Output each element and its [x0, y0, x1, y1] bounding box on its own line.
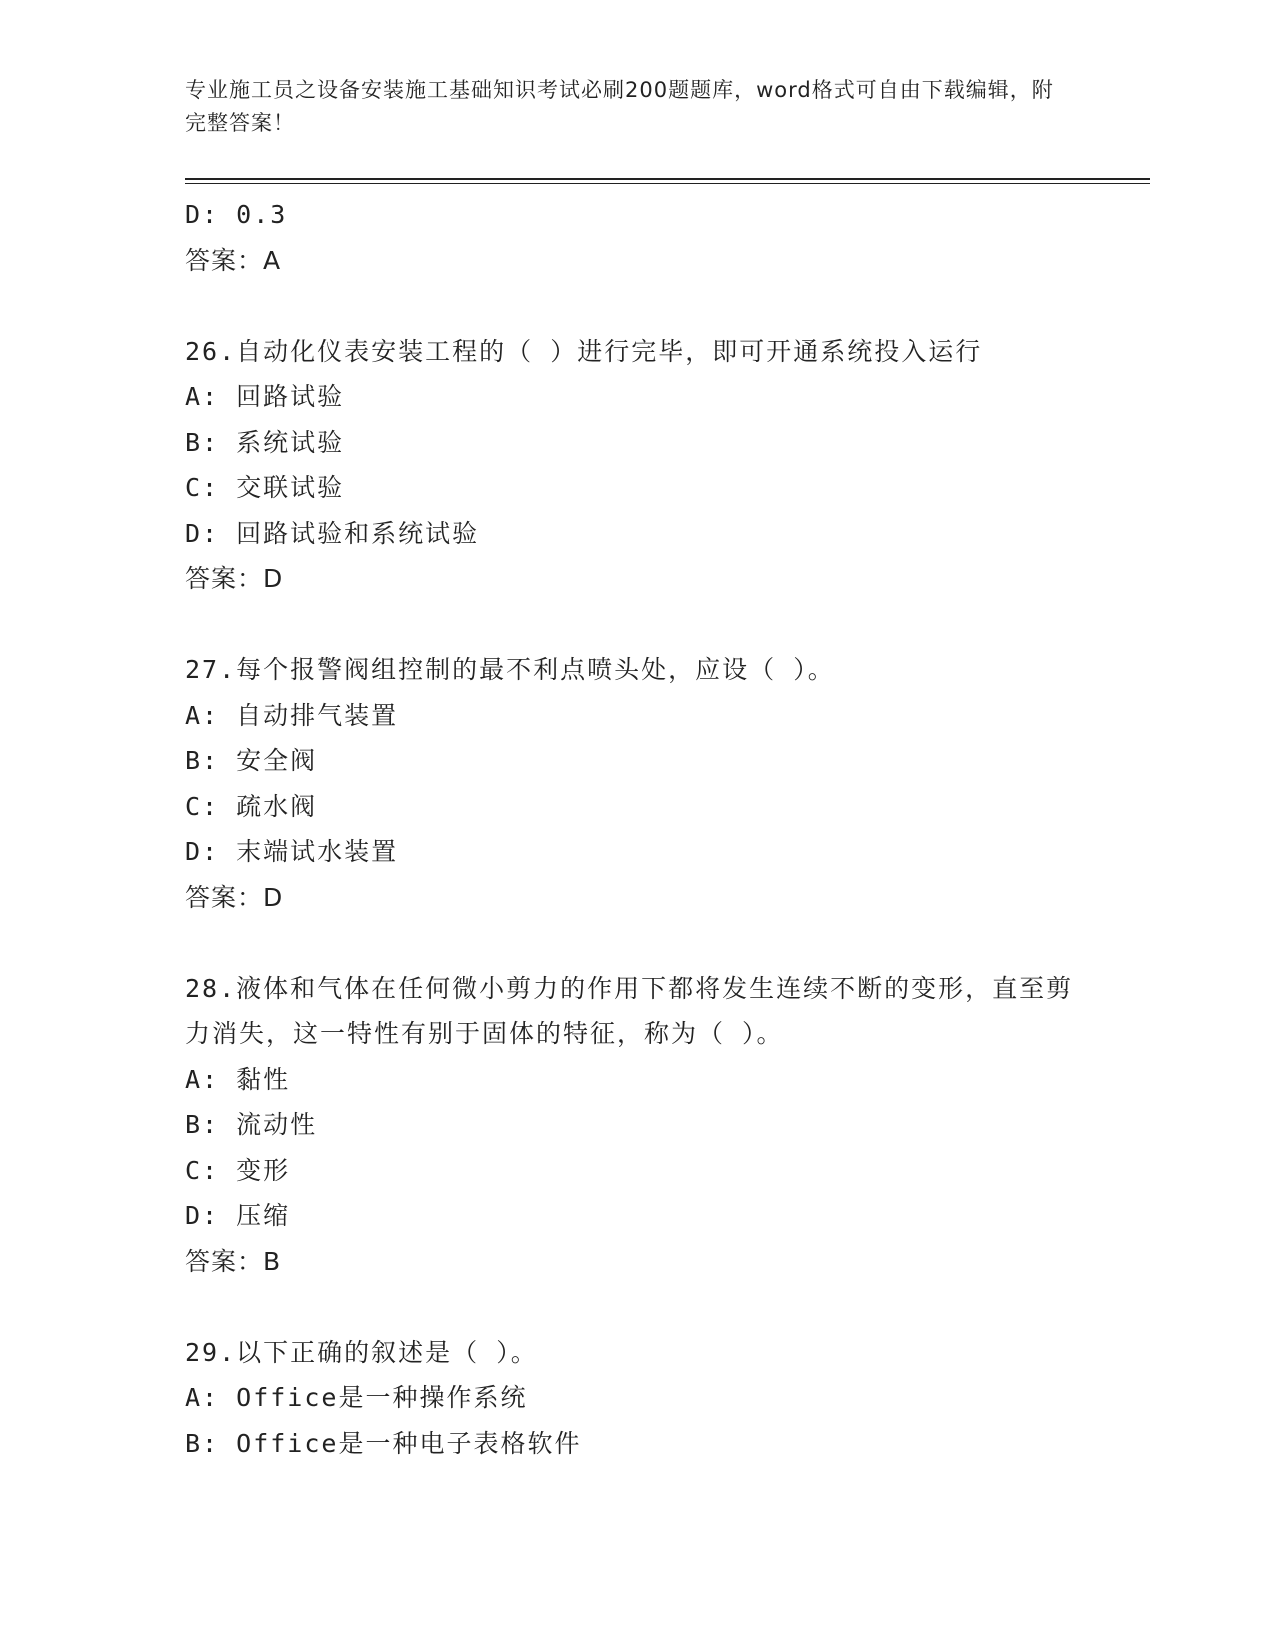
option-b: B: 流动性 [185, 1110, 318, 1139]
option-a: A: 回路试验 [185, 382, 345, 411]
answer: 答案：A [185, 245, 282, 275]
answer: 答案：D [185, 882, 284, 912]
option-a: A: Office是一种操作系统 [185, 1383, 528, 1412]
question-block [185, 647, 1085, 920]
question-text: 26.自动化仪表安装工程的（ ）进行完毕，即可开通系统投入运行 [185, 336, 983, 366]
question-text: 28.液体和气体在任何微小剪力的作用下都将发生连续不断的变形，直至剪力消失，这一特性有别于固体的特征，称为（ ）。 [185, 973, 1074, 1048]
option-d: D: 0.3 [185, 200, 288, 229]
answer: 答案：D [185, 564, 284, 593]
header-divider-thin [185, 183, 1150, 184]
question-list [185, 192, 1085, 1466]
document-header: 专业施工员之设备安装施工基础知识考试必刷200题题库，word格式可自由下载编辑，附完整答案！ [185, 78, 1054, 135]
question-block [185, 966, 1085, 1285]
answer: 答案：B [185, 1246, 282, 1276]
question-text: 29.以下正确的叙述是（ ）。 [185, 1337, 538, 1367]
option-a: A: 黏性 [185, 1064, 291, 1094]
option-b: B: 系统试验 [185, 427, 345, 457]
header-divider [185, 178, 1150, 180]
option-c: C: 疏水阀 [185, 791, 318, 821]
option-b: B: Office是一种电子表格软件 [185, 1428, 582, 1458]
option-d: D: 回路试验和系统试验 [185, 518, 480, 548]
option-a: A: 自动排气装置 [185, 700, 399, 730]
option-d: D: 压缩 [185, 1201, 291, 1230]
question-text: 27.每个报警阀组控制的最不利点喷头处，应设（ ）。 [185, 655, 835, 684]
question-block [185, 329, 1085, 602]
option-c: C: 交联试验 [185, 473, 345, 502]
question-block [185, 1330, 1085, 1467]
option-c: C: 变形 [185, 1155, 291, 1185]
option-d: D: 末端试水装置 [185, 837, 399, 866]
option-b: B: 安全阀 [185, 746, 318, 775]
